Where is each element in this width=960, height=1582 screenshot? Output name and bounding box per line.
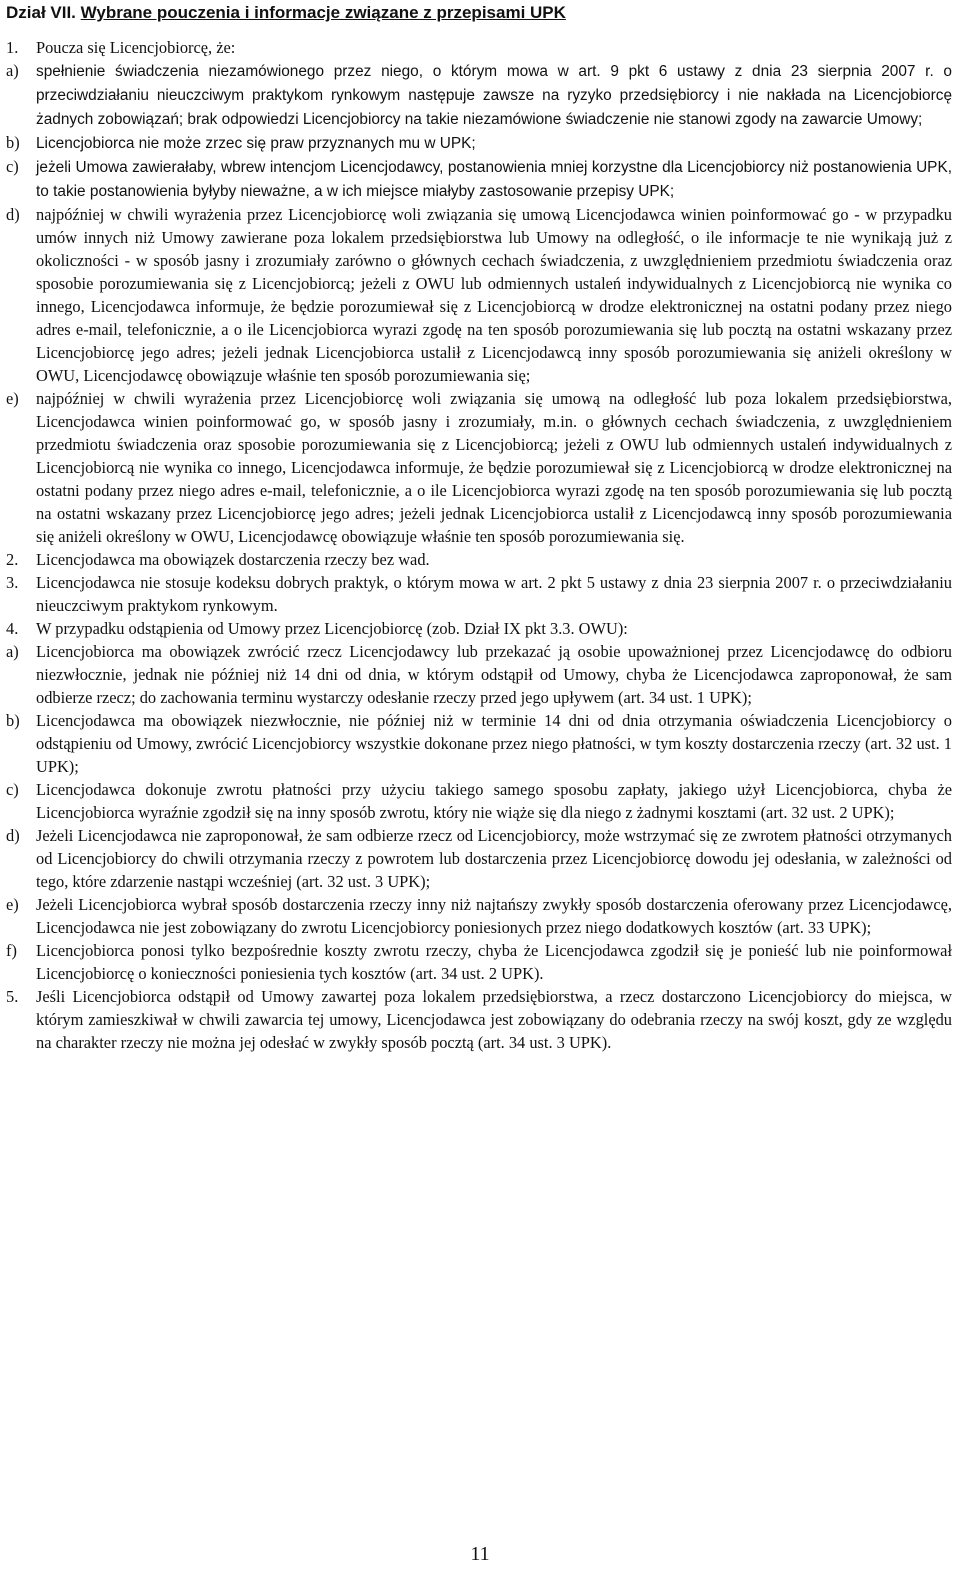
list-item-1a <box>6 59 952 131</box>
list-item-4b <box>6 709 952 778</box>
item-marker: e) <box>6 389 19 408</box>
item-marker: f) <box>6 941 17 960</box>
item-text: Licencjobiorca ma obowiązek zwrócić rzecz Licencjodawcy lub przekazać ją osobie upoważnionej przez Licencjodawcę do odbioru niezwłocznie, jednak nie później niż 14 dni od dnia, w którym odstąpił od Umowy, chyba że Licencjodawca zaproponował, że sam odbierze rzecz; do zachowania terminu wystarczy odesłanie rzeczy przed jego upływem (art. 34 ust. 1 UPK); <box>36 642 952 707</box>
list-item-3 <box>6 571 952 617</box>
item-marker: c) <box>6 157 19 176</box>
item-marker: 5. <box>6 987 19 1006</box>
item-marker: d) <box>6 205 20 224</box>
list-item-4a <box>6 640 952 709</box>
item-text: Licencjodawca ma obowiązek niezwłocznie, nie później niż w terminie 14 dni od dnia otrzymania oświadczenia Licencjobiorcy o odstąpieniu od Umowy, zwrócić Licencjobiorcy wszystkie dokonane przez niego płatności, w tym koszty dostarczenia rzeczy (art. 32 ust. 1 UPK); <box>36 711 952 776</box>
item-text: Jeśli Licencjobiorca odstąpił od Umowy zawartej poza lokalem przedsiębiorstwa, a rzecz dostarczono Licencjobiorcy do miejsca, w którym zamieszkiwał w chwili zawarcia tej umowy, Licencjodawca jest zobowiązany do odebrania rzeczy na swój koszt, gdy ze względu na charakter rzeczy nie można jej odesłać w zwykły sposób pocztą (art. 34 ust. 3 UPK). <box>36 987 952 1052</box>
page-number: 11 <box>470 1543 490 1565</box>
item-marker: b) <box>6 133 20 152</box>
item-text: najpóźniej w chwili wyrażenia przez Licencjobiorcę woli związania się umową na odległość lub poza lokalem przedsiębiorstwa, Licencjodawca winien poinformować go, w sposób jasny i zrozumiały, m.in. o głównych cechach świadczenia, z uwzględnieniem przedmiotu świadczenia oraz sposobie porozumiewania się z Licencjobiorcą; jeżeli z OWU lub odmiennych ustaleń indywidualnych z Licencjobiorcą nie wynika co innego, Licencjodawca informuje, że będzie porozumiewał się z Licencjobiorcą w drodze elektronicznej na ostatni podany przez niego adres e-mail, telefonicznie, a o ile Licencjobiorca wyrazi zgodę na ten sposób porozumiewania się lub pocztą na ostatni wskazany przez Licencjobiorcę jego adres; jeżeli jednak Licencjobiorca ustalił z Licencjodawcą inny sposób porozumiewania się aniżeli określony w OWU, Licencjodawcę obowiązuje właśnie ten sposób porozumiewania się. <box>36 389 952 546</box>
item-text: Licencjobiorca ponosi tylko bezpośrednie koszty zwrotu rzeczy, chyba że Licencjodawca zgodził się je ponieść lub nie poinformował Licencjobiorcę o konieczności poniesienia tych kosztów (art. 34 ust. 2 UPK). <box>36 941 952 983</box>
list-item-4d <box>6 824 952 893</box>
item-marker: e) <box>6 895 19 914</box>
list-item-4c <box>6 778 952 824</box>
list-item-4f <box>6 939 952 985</box>
item-marker: d) <box>6 826 20 845</box>
list-item-1d <box>6 203 952 387</box>
document-page <box>6 0 952 1054</box>
item-marker: c) <box>6 780 19 799</box>
item-marker: 3. <box>6 573 19 592</box>
item-text: W przypadku odstąpienia od Umowy przez Licencjobiorcę (zob. Dział IX pkt 3.3. OWU): <box>36 619 628 638</box>
section-title-prefix: Dział VII. <box>6 3 81 22</box>
item-marker: 1. <box>6 38 19 57</box>
item-text: Licencjodawca dokonuje zwrotu płatności przy użyciu takiego samego sposobu zapłaty, jakiego użył Licencjobiorca, chyba że Licencjobiorca wyraźnie zgodził się na inny sposób zwrotu, który nie wiąże się dla niego z żadnymi kosztami (art. 32 ust. 2 UPK); <box>36 780 952 822</box>
item-marker: 2. <box>6 550 19 569</box>
item-text: Licencjodawca ma obowiązek dostarczenia rzeczy bez wad. <box>36 550 430 569</box>
list-item-1 <box>6 36 952 59</box>
list-item-1c <box>6 155 952 203</box>
item-text: Jeżeli Licencjodawca nie zaproponował, że sam odbierze rzecz od Licencjobiorcy, może wstrzymać się ze zwrotem płatności otrzymanych od Licencjobiorcy do chwili otrzymania rzeczy z powrotem lub dostarczenia przez Licencjobiorcę dowodu jej odesłania, w zależności od tego, które zdarzenie nastąpi wcześniej (art. 32 ust. 3 UPK); <box>36 826 952 891</box>
list-item-1e <box>6 387 952 548</box>
item-marker: 4. <box>6 619 19 638</box>
item-marker: b) <box>6 711 20 730</box>
list-item-1b <box>6 131 952 155</box>
item-text: Licencjobiorca nie może zrzec się praw przyznanych mu w UPK; <box>36 135 476 152</box>
list-item-4 <box>6 617 952 640</box>
section-title-text: Wybrane pouczenia i informacje związane z przepisami UPK <box>80 3 566 22</box>
item-text: jeżeli Umowa zawierałaby, wbrew intencjom Licencjodawcy, postanowienia mniej korzystne dla Licencjobiorcy niż postanowienia UPK, to takie postanowienia byłyby nieważne, a w ich miejsce miałyby zastosowanie przepisy UPK; <box>36 159 952 200</box>
section-title <box>6 2 952 24</box>
item-text: spełnienie świadczenia niezamówionego przez niego, o którym mowa w art. 9 pkt 6 ustawy z dnia 23 sierpnia 2007 r. o przeciwdziałaniu nieuczciwym praktykom rynkowym następuje zawsze na ryzyko przedsiębiorcy i nie nakłada na Licencjobiorcę żadnych zobowiązań; brak odpowiedzi Licencjobiorcy na takie niezamówione świadczenie nie stanowi zgody na zawarcie Umowy; <box>36 63 952 128</box>
item-text: Poucza się Licencjobiorcę, że: <box>36 38 236 57</box>
list-item-2 <box>6 548 952 571</box>
list-item-5 <box>6 985 952 1054</box>
item-text: Licencjodawca nie stosuje kodeksu dobrych praktyk, o którym mowa w art. 2 pkt 5 ustawy z dnia 23 sierpnia 2007 r. o przeciwdziałaniu nieuczciwym praktykom rynkowym. <box>36 573 952 615</box>
item-marker: a) <box>6 61 19 80</box>
list-item-4e <box>6 893 952 939</box>
item-marker: a) <box>6 642 19 661</box>
item-text: najpóźniej w chwili wyrażenia przez Licencjobiorcę woli związania się umową Licencjodawca winien poinformować go - w przypadku umów innych niż Umowy zawierane poza lokalem przedsiębiorstwa lub Umowy na odległość, o ile informacje te nie wynikają już z okoliczności - w sposób jasny i zrozumiały zarówno o głównych cechach świadczenia, z uwzględnieniem przedmiotu świadczenia oraz sposobie porozumiewania się z Licencjobiorcą; jeżeli z OWU lub odmiennych ustaleń indywidualnych z Licencjobiorcą nie wynika co innego, Licencjodawca informuje, że będzie porozumiewał się z Licencjobiorcą w drodze elektronicznej na ostatni podany przez niego adres e-mail, telefonicznie, a o ile Licencjobiorca wyrazi zgodę na ten sposób porozumiewania się lub pocztą na ostatni wskazany przez Licencjobiorcę jego adres; jeżeli jednak Licencjobiorca ustalił z Licencjodawcą inny sposób porozumiewania się aniżeli określony w OWU, Licencjodawcę obowiązuje właśnie ten sposób porozumiewania się; <box>36 205 952 385</box>
item-text: Jeżeli Licencjobiorca wybrał sposób dostarczenia rzeczy inny niż najtańszy zwykły sposób dostarczenia oferowany przez Licencjodawcę, Licencjodawca nie jest zobowiązany do zwrotu Licencjobiorcy poniesionych przez niego dodatkowych kosztów (art. 33 UPK); <box>36 895 952 937</box>
